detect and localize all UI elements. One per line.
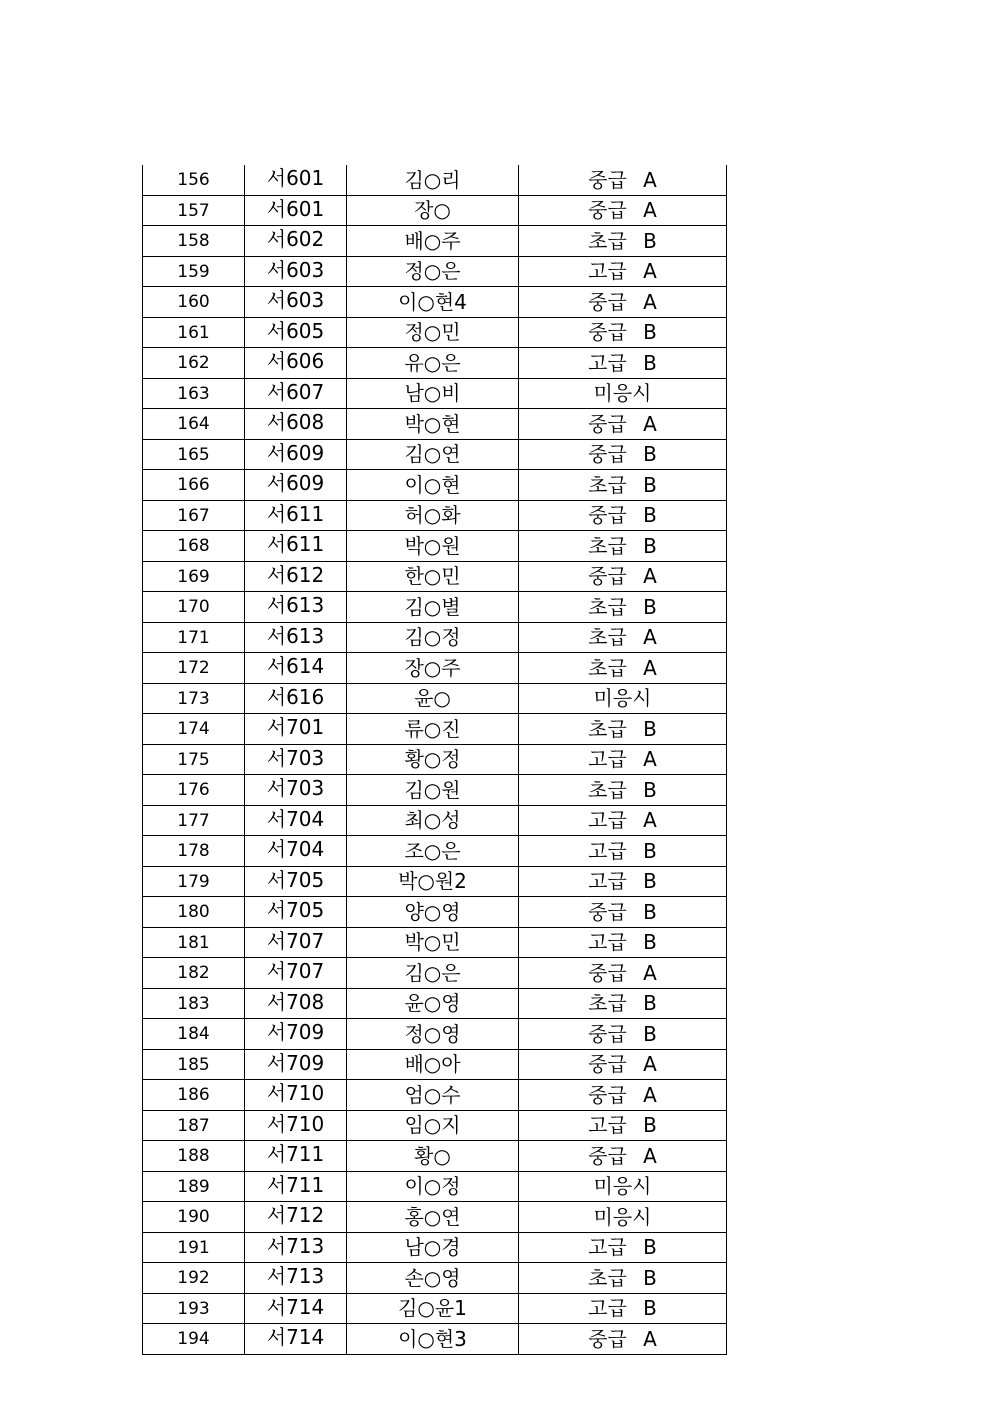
student-name-cell: 이○현4	[347, 287, 519, 318]
test-level-cell: 중급 B	[519, 317, 727, 348]
row-number-cell: 173	[143, 683, 245, 714]
row-number-cell: 194	[143, 1324, 245, 1355]
student-name-cell: 정○민	[347, 317, 519, 348]
class-code-cell: 서613	[245, 622, 347, 653]
student-name-cell: 허○화	[347, 500, 519, 531]
row-number-cell: 171	[143, 622, 245, 653]
test-level-cell: 초급 B	[519, 226, 727, 257]
table-row	[143, 195, 727, 226]
test-level-cell: 중급 A	[519, 1141, 727, 1172]
student-name-cell: 김○윤1	[347, 1293, 519, 1324]
class-code-cell: 서705	[245, 897, 347, 928]
table-row	[143, 927, 727, 958]
test-level-cell: 초급 A	[519, 622, 727, 653]
row-number-cell: 184	[143, 1019, 245, 1050]
class-code-cell: 서611	[245, 500, 347, 531]
row-number-cell: 157	[143, 195, 245, 226]
row-number-cell: 183	[143, 988, 245, 1019]
test-level-cell: 초급 B	[519, 470, 727, 501]
table-row	[143, 378, 727, 409]
class-code-cell: 서614	[245, 653, 347, 684]
row-number-cell: 180	[143, 897, 245, 928]
test-level-cell: 초급 B	[519, 592, 727, 623]
table-row	[143, 988, 727, 1019]
row-number-cell: 169	[143, 561, 245, 592]
test-level-cell: 고급 B	[519, 1232, 727, 1263]
class-code-cell: 서616	[245, 683, 347, 714]
test-level-cell: 중급 B	[519, 439, 727, 470]
class-code-cell: 서609	[245, 439, 347, 470]
student-name-cell: 손○영	[347, 1263, 519, 1294]
student-name-cell: 장○주	[347, 653, 519, 684]
student-name-cell: 윤○	[347, 683, 519, 714]
table-row	[143, 1232, 727, 1263]
student-name-cell: 황○정	[347, 744, 519, 775]
test-level-cell: 중급 B	[519, 500, 727, 531]
table-row	[143, 744, 727, 775]
test-level-cell: 미응시	[519, 1171, 727, 1202]
table-row	[143, 287, 727, 318]
row-number-cell: 175	[143, 744, 245, 775]
test-level-cell: 중급 A	[519, 1049, 727, 1080]
test-level-cell: 고급 B	[519, 866, 727, 897]
class-code-cell: 서608	[245, 409, 347, 440]
class-code-cell: 서701	[245, 714, 347, 745]
student-name-cell: 배○아	[347, 1049, 519, 1080]
test-level-cell: 중급 A	[519, 165, 727, 195]
row-number-cell: 176	[143, 775, 245, 806]
student-name-cell: 박○원2	[347, 866, 519, 897]
table-row	[143, 1019, 727, 1050]
table-row	[143, 1049, 727, 1080]
row-number-cell: 168	[143, 531, 245, 562]
student-name-cell: 이○정	[347, 1171, 519, 1202]
class-code-cell: 서605	[245, 317, 347, 348]
test-level-cell: 중급 A	[519, 561, 727, 592]
table-row	[143, 714, 727, 745]
student-name-cell: 황○	[347, 1141, 519, 1172]
test-level-cell: 중급 A	[519, 409, 727, 440]
student-name-cell: 유○은	[347, 348, 519, 379]
table-row	[143, 1324, 727, 1355]
class-code-cell: 서611	[245, 531, 347, 562]
row-number-cell: 185	[143, 1049, 245, 1080]
student-name-cell: 이○현3	[347, 1324, 519, 1355]
class-code-cell: 서603	[245, 256, 347, 287]
student-name-cell: 김○별	[347, 592, 519, 623]
row-number-cell: 188	[143, 1141, 245, 1172]
student-name-cell: 박○민	[347, 927, 519, 958]
test-level-cell: 고급 B	[519, 1110, 727, 1141]
test-level-cell: 중급 A	[519, 195, 727, 226]
class-code-cell: 서713	[245, 1232, 347, 1263]
table-row	[143, 1171, 727, 1202]
row-number-cell: 177	[143, 805, 245, 836]
class-code-cell: 서612	[245, 561, 347, 592]
test-level-cell: 미응시	[519, 683, 727, 714]
table-row	[143, 409, 727, 440]
row-number-cell: 186	[143, 1080, 245, 1111]
class-code-cell: 서711	[245, 1141, 347, 1172]
table-row	[143, 165, 727, 195]
test-level-cell: 중급 A	[519, 287, 727, 318]
table-row	[143, 592, 727, 623]
student-name-cell: 김○정	[347, 622, 519, 653]
student-name-cell: 양○영	[347, 897, 519, 928]
student-name-cell: 배○주	[347, 226, 519, 257]
row-number-cell: 193	[143, 1293, 245, 1324]
table-row	[143, 1110, 727, 1141]
class-code-cell: 서711	[245, 1171, 347, 1202]
class-code-cell: 서705	[245, 866, 347, 897]
row-number-cell: 167	[143, 500, 245, 531]
student-name-cell: 장○	[347, 195, 519, 226]
table-row	[143, 805, 727, 836]
table-row	[143, 1202, 727, 1233]
student-name-cell: 박○원	[347, 531, 519, 562]
class-code-cell: 서703	[245, 775, 347, 806]
student-name-cell: 김○은	[347, 958, 519, 989]
row-number-cell: 174	[143, 714, 245, 745]
test-level-cell: 중급 A	[519, 1080, 727, 1111]
class-code-cell: 서603	[245, 287, 347, 318]
student-name-cell: 한○민	[347, 561, 519, 592]
table-row	[143, 226, 727, 257]
test-level-cell: 미응시	[519, 378, 727, 409]
row-number-cell: 181	[143, 927, 245, 958]
test-level-cell: 고급 A	[519, 256, 727, 287]
row-number-cell: 178	[143, 836, 245, 867]
class-code-cell: 서708	[245, 988, 347, 1019]
class-code-cell: 서602	[245, 226, 347, 257]
student-name-cell: 조○은	[347, 836, 519, 867]
class-code-cell: 서710	[245, 1110, 347, 1141]
test-level-cell: 초급 B	[519, 775, 727, 806]
row-number-cell: 163	[143, 378, 245, 409]
row-number-cell: 187	[143, 1110, 245, 1141]
student-name-cell: 남○비	[347, 378, 519, 409]
table-row	[143, 1080, 727, 1111]
test-level-cell: 중급 A	[519, 1324, 727, 1355]
class-code-cell: 서709	[245, 1049, 347, 1080]
test-level-cell: 미응시	[519, 1202, 727, 1233]
roster-table	[142, 165, 727, 1355]
class-code-cell: 서712	[245, 1202, 347, 1233]
class-code-cell: 서707	[245, 927, 347, 958]
table-row	[143, 1263, 727, 1294]
table-row	[143, 897, 727, 928]
class-code-cell: 서607	[245, 378, 347, 409]
class-code-cell: 서704	[245, 805, 347, 836]
row-number-cell: 160	[143, 287, 245, 318]
student-name-cell: 이○현	[347, 470, 519, 501]
student-name-cell: 김○리	[347, 165, 519, 195]
student-name-cell: 김○원	[347, 775, 519, 806]
test-level-cell: 고급 B	[519, 348, 727, 379]
row-number-cell: 159	[143, 256, 245, 287]
test-level-cell: 중급 B	[519, 897, 727, 928]
student-name-cell: 홍○연	[347, 1202, 519, 1233]
class-code-cell: 서710	[245, 1080, 347, 1111]
row-number-cell: 161	[143, 317, 245, 348]
test-level-cell: 고급 B	[519, 927, 727, 958]
test-level-cell: 초급 B	[519, 531, 727, 562]
student-name-cell: 정○은	[347, 256, 519, 287]
table-row	[143, 531, 727, 562]
row-number-cell: 165	[143, 439, 245, 470]
roster-body	[143, 165, 727, 1354]
test-level-cell: 고급 B	[519, 1293, 727, 1324]
student-name-cell: 류○진	[347, 714, 519, 745]
table-row	[143, 1141, 727, 1172]
row-number-cell: 166	[143, 470, 245, 501]
test-level-cell: 고급 B	[519, 836, 727, 867]
student-name-cell: 최○성	[347, 805, 519, 836]
student-name-cell: 정○영	[347, 1019, 519, 1050]
test-level-cell: 초급 A	[519, 653, 727, 684]
class-code-cell: 서613	[245, 592, 347, 623]
row-number-cell: 182	[143, 958, 245, 989]
row-number-cell: 179	[143, 866, 245, 897]
table-row	[143, 622, 727, 653]
row-number-cell: 190	[143, 1202, 245, 1233]
class-code-cell: 서709	[245, 1019, 347, 1050]
class-code-cell: 서713	[245, 1263, 347, 1294]
row-number-cell: 172	[143, 653, 245, 684]
table-row	[143, 1293, 727, 1324]
class-code-cell: 서606	[245, 348, 347, 379]
student-name-cell: 박○현	[347, 409, 519, 440]
student-name-cell: 남○경	[347, 1232, 519, 1263]
row-number-cell: 164	[143, 409, 245, 440]
row-number-cell: 156	[143, 165, 245, 195]
table-row	[143, 348, 727, 379]
table-row	[143, 500, 727, 531]
test-level-cell: 초급 B	[519, 1263, 727, 1294]
table-row	[143, 836, 727, 867]
student-name-cell: 임○지	[347, 1110, 519, 1141]
test-level-cell: 초급 B	[519, 714, 727, 745]
test-level-cell: 고급 A	[519, 805, 727, 836]
test-level-cell: 중급 A	[519, 958, 727, 989]
class-code-cell: 서707	[245, 958, 347, 989]
class-code-cell: 서714	[245, 1293, 347, 1324]
table-row	[143, 317, 727, 348]
student-name-cell: 김○연	[347, 439, 519, 470]
table-row	[143, 958, 727, 989]
class-code-cell: 서601	[245, 195, 347, 226]
row-number-cell: 192	[143, 1263, 245, 1294]
student-name-cell: 윤○영	[347, 988, 519, 1019]
class-code-cell: 서704	[245, 836, 347, 867]
row-number-cell: 189	[143, 1171, 245, 1202]
table-row	[143, 470, 727, 501]
test-level-cell: 중급 B	[519, 1019, 727, 1050]
table-row	[143, 866, 727, 897]
row-number-cell: 170	[143, 592, 245, 623]
class-code-cell: 서609	[245, 470, 347, 501]
table-row	[143, 683, 727, 714]
row-number-cell: 162	[143, 348, 245, 379]
class-code-cell: 서703	[245, 744, 347, 775]
row-number-cell: 158	[143, 226, 245, 257]
table-row	[143, 775, 727, 806]
table-row	[143, 439, 727, 470]
class-code-cell: 서714	[245, 1324, 347, 1355]
student-name-cell: 엄○수	[347, 1080, 519, 1111]
table-row	[143, 561, 727, 592]
table-row	[143, 256, 727, 287]
table-row	[143, 653, 727, 684]
test-level-cell: 고급 A	[519, 744, 727, 775]
test-level-cell: 초급 B	[519, 988, 727, 1019]
class-code-cell: 서601	[245, 165, 347, 195]
row-number-cell: 191	[143, 1232, 245, 1263]
